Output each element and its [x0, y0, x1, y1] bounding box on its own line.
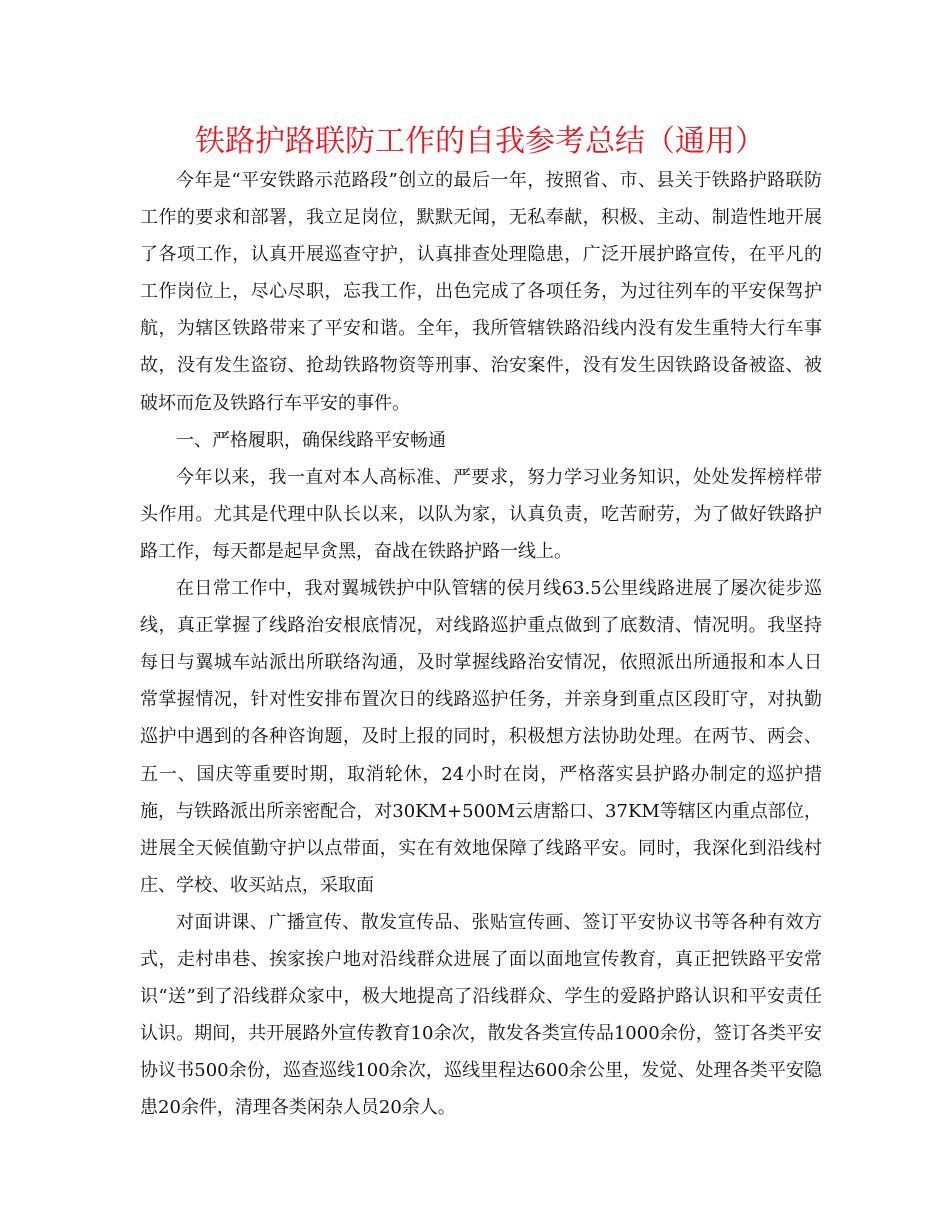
paragraph-publicity: 对面讲课、广播宣传、散发宣传品、张贴宣传画、签订平安协议书等各种有效方式，走村串巷、挨家挨户地对沿线群众进展了面以面地宣传教育，真正把铁路平安常识“送”到了沿线群众家中，极大地提高了沿线群众、学生的爱路护路认识和平安责任认识。期间，共开展路外宣传教育10余次，散发各类宣传品1000余份，签订各类平安协议书500余份，巡查巡线100余次，巡线里程达600余公里，发觉、处理各类平安隐患20余件，清理各类闲杂人员20余人。: [140, 911, 822, 1119]
document-title: 铁路护路联防工作的自我参考总结（通用）: [195, 124, 765, 159]
document-body: [140, 162, 822, 1126]
paragraph-self-discipline: 今年以来，我一直对本人高标准、严要求，努力学习业务知识，处处发挥榜样带头作用。尤其是代理中队长以来，以队为家，认真负责，吃苦耐劳，为了做好铁路护路工作，每天都是起早贪黑，奋战在铁路护路一线上。: [140, 466, 822, 562]
paragraph-intro: 今年是“平安铁路示范路段”创立的最后一年，按照省、市、县关于铁路护路联防工作的要求和部署，我立足岗位，默默无闻，无私奉献，积极、主动、制造性地开展了各项工作，认真开展巡查守护，认真排查处理隐患，广泛开展护路宣传，在平凡的工作岗位上，尽心尽职，忘我工作，出色完成了各项任务，为过往列车的平安保驾护航，为辖区铁路带来了平安和谐。全年，我所管辖铁路沿线内没有发生重特大行车事故，没有发生盗窃、抢劫铁路物资等刑事、治安案件，没有发生因铁路设备被盗、被破坏而危及铁路行车平安的事件。: [140, 170, 822, 414]
paragraph-daily-work: 在日常工作中，我对翼城铁护中队管辖的侯月线63.5公里线路进展了屡次徒步巡线，真正掌握了线路治安根底情况，对线路巡护重点做到了底数清、情况明。我坚持每日与翼城车站派出所联络沟通，及时掌握线路治安情况，依照派出所通报和本人日常掌握情况，针对性安排布置次日的线路巡护任务，并亲身到重点区段盯守，对执勤巡护中遇到的各种咨询题，及时上报的同时，积极想方法协助处理。在两节、两会、五一、国庆等重要时期，取消轮休，24小时在岗，严格落实县护路办制定的巡护措施，与铁路派出所亲密配合，对30KM+500M云唐豁口、37KM等辖区内重点部位，进展全天候值勤守护以点带面，实在有效地保障了线路平安。同时，我深化到沿线村庄、学校、收买站点，采取面: [140, 578, 822, 896]
section-heading-1: 一、严格履职，确保线路平安畅通: [176, 429, 446, 451]
